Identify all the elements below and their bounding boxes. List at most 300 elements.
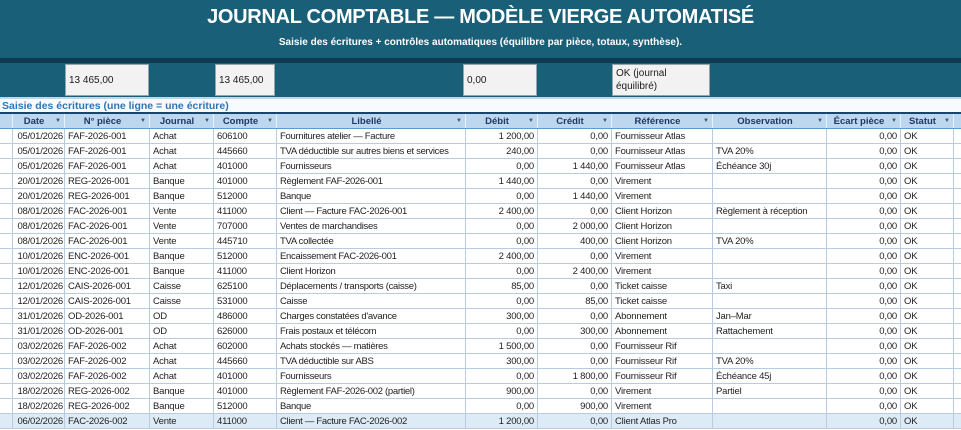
table-row — [0, 129, 961, 144]
cell-compte[interactable]: 602000 — [214, 339, 277, 353]
cell-piece[interactable]: FAF-2026-002 — [65, 339, 150, 353]
cell-date[interactable]: 08/01/2026 — [13, 204, 65, 218]
filter-dropdown-icon[interactable]: ▼ — [204, 118, 210, 124]
column-header-compte[interactable] — [214, 114, 277, 128]
cell-compte[interactable]: 445660 — [214, 354, 277, 368]
filter-dropdown-icon[interactable]: ▼ — [602, 118, 608, 124]
cell-reference[interactable]: Fournisseur Atlas — [612, 144, 713, 158]
cell-journal[interactable]: Vente — [150, 234, 214, 248]
cell-statut[interactable]: OK — [901, 414, 954, 428]
cell-date[interactable]: 03/02/2026 — [13, 339, 65, 353]
cell-compte[interactable]: 411000 — [214, 414, 277, 428]
filter-dropdown-icon[interactable]: ▼ — [528, 118, 534, 124]
cell-reference[interactable]: Client Atlas Pro — [612, 414, 713, 428]
cell-libelle[interactable]: Règlement FAF-2026-002 (partiel) — [277, 384, 466, 398]
cell-credit[interactable]: 1 440,00 — [538, 159, 612, 173]
cell-piece[interactable]: FAF-2026-001 — [65, 144, 150, 158]
row-margin — [0, 414, 13, 428]
cell-credit[interactable]: 0,00 — [538, 354, 612, 368]
cell-piece[interactable]: ENC-2026-001 — [65, 249, 150, 263]
cell-ecart-piece[interactable]: 0,00 — [827, 324, 901, 338]
cell-compte[interactable]: 486000 — [214, 309, 277, 323]
filter-dropdown-icon[interactable]: ▼ — [140, 118, 146, 124]
cell-piece[interactable]: ENC-2026-001 — [65, 264, 150, 278]
cell-piece[interactable]: FAC-2026-001 — [65, 219, 150, 233]
cell-piece[interactable]: FAF-2026-002 — [65, 369, 150, 383]
cell-ecart-piece[interactable]: 0,00 — [827, 354, 901, 368]
cell-compte[interactable]: 445710 — [214, 234, 277, 248]
cell-journal[interactable]: Banque — [150, 399, 214, 413]
cell-debit[interactable]: 0,00 — [466, 399, 538, 413]
cell-statut[interactable]: OK — [901, 189, 954, 203]
column-header-journal[interactable] — [150, 114, 214, 128]
cell-libelle[interactable]: Fournitures atelier — Facture — [277, 129, 466, 143]
cell-journal[interactable]: Caisse — [150, 294, 214, 308]
cell-date[interactable]: 03/02/2026 — [13, 369, 65, 383]
cell-debit[interactable]: 1 200,00 — [466, 129, 538, 143]
cell-journal[interactable]: OD — [150, 324, 214, 338]
cell-piece[interactable]: OD-2026-001 — [65, 309, 150, 323]
cell-debit[interactable]: 1 500,00 — [466, 339, 538, 353]
row-margin — [0, 204, 13, 218]
cell-ecart-piece[interactable]: 0,00 — [827, 174, 901, 188]
cell-piece[interactable]: FAC-2026-002 — [65, 414, 150, 428]
cell-reference[interactable]: Virement — [612, 174, 713, 188]
cell-reference[interactable]: Fournisseur Rif — [612, 369, 713, 383]
cell-statut[interactable]: OK — [901, 339, 954, 353]
cell-libelle[interactable]: Client — Facture FAC-2026-002 — [277, 414, 466, 428]
cell-observation[interactable] — [713, 339, 827, 353]
cell-credit[interactable]: 0,00 — [538, 384, 612, 398]
cell-reference[interactable]: Ticket caisse — [612, 279, 713, 293]
cell-statut[interactable]: OK — [901, 144, 954, 158]
row-margin — [0, 189, 13, 203]
cell-observation[interactable]: Taxi — [713, 279, 827, 293]
cell-debit[interactable]: 2 400,00 — [466, 249, 538, 263]
cell-debit[interactable]: 2 400,00 — [466, 204, 538, 218]
table-row — [0, 384, 961, 399]
table-header — [0, 112, 961, 129]
cell-journal[interactable]: Banque — [150, 249, 214, 263]
cell-libelle[interactable]: Banque — [277, 399, 466, 413]
filter-dropdown-icon[interactable]: ▼ — [703, 118, 709, 124]
column-header-ecart-piece[interactable] — [827, 114, 901, 128]
cell-statut[interactable]: OK — [901, 369, 954, 383]
cell-date[interactable]: 31/01/2026 — [13, 309, 65, 323]
column-label: Libellé — [351, 115, 382, 127]
cell-compte[interactable]: 512000 — [214, 249, 277, 263]
cell-ecart-piece[interactable]: 0,00 — [827, 189, 901, 203]
cell-date[interactable]: 05/01/2026 — [13, 144, 65, 158]
cell-reference[interactable]: Fournisseur Rif — [612, 354, 713, 368]
cell-credit[interactable]: 0,00 — [538, 414, 612, 428]
cell-observation[interactable] — [713, 174, 827, 188]
cell-ecart-piece[interactable]: 0,00 — [827, 204, 901, 218]
cell-journal[interactable]: Achat — [150, 159, 214, 173]
cell-ecart-piece[interactable]: 0,00 — [827, 144, 901, 158]
cell-observation[interactable]: Échéance 45j — [713, 369, 827, 383]
cell-statut[interactable]: OK — [901, 384, 954, 398]
cell-credit[interactable]: 900,00 — [538, 399, 612, 413]
table-row — [0, 354, 961, 369]
column-header-credit[interactable] — [538, 114, 612, 128]
cell-debit[interactable]: 0,00 — [466, 324, 538, 338]
cell-ecart-piece[interactable]: 0,00 — [827, 384, 901, 398]
cell-libelle[interactable]: Caisse — [277, 294, 466, 308]
cell-reference[interactable]: Virement — [612, 189, 713, 203]
cell-credit[interactable]: 1 440,00 — [538, 189, 612, 203]
row-margin — [0, 249, 13, 263]
cell-debit[interactable]: 85,00 — [466, 279, 538, 293]
cell-libelle[interactable]: Ventes de marchandises — [277, 219, 466, 233]
column-header-observation[interactable] — [713, 114, 827, 128]
cell-compte[interactable]: 401000 — [214, 384, 277, 398]
cell-ecart-piece[interactable]: 0,00 — [827, 339, 901, 353]
cell-ecart-piece[interactable]: 0,00 — [827, 414, 901, 428]
cell-debit[interactable]: 1 440,00 — [466, 174, 538, 188]
cell-ecart-piece[interactable]: 0,00 — [827, 279, 901, 293]
cell-statut[interactable]: OK — [901, 399, 954, 413]
table-row — [0, 249, 961, 264]
cell-debit[interactable]: 0,00 — [466, 369, 538, 383]
cell-date[interactable]: 05/01/2026 — [13, 159, 65, 173]
cell-compte[interactable]: 707000 — [214, 219, 277, 233]
cell-libelle[interactable]: Banque — [277, 189, 466, 203]
cell-compte[interactable]: 411000 — [214, 204, 277, 218]
cell-journal[interactable]: Banque — [150, 384, 214, 398]
cell-reference[interactable]: Client Horizon — [612, 219, 713, 233]
table-row — [0, 234, 961, 249]
column-label: Débit — [485, 115, 509, 127]
cell-ecart-piece[interactable]: 0,00 — [827, 294, 901, 308]
cell-piece[interactable]: CAIS-2026-001 — [65, 279, 150, 293]
cell-reference[interactable]: Abonnement — [612, 309, 713, 323]
column-label: N° pièce — [83, 115, 122, 127]
cell-credit[interactable]: 400,00 — [538, 234, 612, 248]
cell-observation[interactable]: Jan–Mar — [713, 309, 827, 323]
cell-debit[interactable]: 0,00 — [466, 234, 538, 248]
cell-credit[interactable]: 0,00 — [538, 309, 612, 323]
cell-statut[interactable]: OK — [901, 234, 954, 248]
cell-statut[interactable]: OK — [901, 159, 954, 173]
cell-piece[interactable]: REG-2026-002 — [65, 399, 150, 413]
cell-statut[interactable]: OK — [901, 129, 954, 143]
column-label: Référence — [634, 115, 681, 127]
cell-libelle[interactable]: Fournisseurs — [277, 159, 466, 173]
cell-date[interactable]: 18/02/2026 — [13, 384, 65, 398]
cell-date[interactable]: 12/01/2026 — [13, 279, 65, 293]
cell-observation[interactable]: TVA 20% — [713, 234, 827, 248]
cell-libelle[interactable]: Charges constatées d'avance — [277, 309, 466, 323]
cell-credit[interactable]: 1 800,00 — [538, 369, 612, 383]
cell-journal[interactable]: OD — [150, 309, 214, 323]
cell-journal[interactable]: Banque — [150, 174, 214, 188]
table-row — [0, 189, 961, 204]
row-margin — [0, 324, 13, 338]
section-title: Saisie des écritures (une ligne = une écriture) — [2, 99, 229, 112]
cell-observation[interactable]: Règlement à réception — [713, 204, 827, 218]
cell-statut[interactable]: OK — [901, 279, 954, 293]
filter-dropdown-icon[interactable]: ▼ — [267, 118, 273, 124]
cell-ecart-piece[interactable]: 0,00 — [827, 234, 901, 248]
cell-observation[interactable]: Partiel — [713, 384, 827, 398]
cell-debit[interactable]: 0,00 — [466, 159, 538, 173]
cell-date[interactable]: 10/01/2026 — [13, 264, 65, 278]
cell-compte[interactable]: 606100 — [214, 129, 277, 143]
cell-ecart-piece[interactable]: 0,00 — [827, 129, 901, 143]
cell-statut[interactable]: OK — [901, 294, 954, 308]
cell-observation[interactable] — [713, 249, 827, 263]
cell-credit[interactable]: 0,00 — [538, 144, 612, 158]
row-margin — [0, 339, 13, 353]
cell-credit[interactable]: 0,00 — [538, 129, 612, 143]
row-margin — [0, 384, 13, 398]
cell-journal[interactable]: Caisse — [150, 279, 214, 293]
cell-compte[interactable]: 512000 — [214, 189, 277, 203]
cell-reference[interactable]: Fournisseur Atlas — [612, 129, 713, 143]
cell-credit[interactable]: 2 000,00 — [538, 219, 612, 233]
cell-debit[interactable]: 0,00 — [466, 189, 538, 203]
cell-journal[interactable]: Achat — [150, 339, 214, 353]
cell-date[interactable]: 18/02/2026 — [13, 399, 65, 413]
row-margin — [0, 369, 13, 383]
cell-debit[interactable]: 0,00 — [466, 264, 538, 278]
cell-libelle[interactable]: TVA déductible sur autres biens et services — [277, 144, 466, 158]
table-body — [0, 129, 961, 429]
cell-piece[interactable]: FAC-2026-001 — [65, 234, 150, 248]
table-row — [0, 294, 961, 309]
page-subtitle: Saisie des écritures + contrôles automatiques (équilibre par pièce, totaux, synthèse). — [278, 37, 683, 48]
totals-band — [0, 63, 961, 97]
cell-reference[interactable]: Abonnement — [612, 324, 713, 338]
cell-compte[interactable]: 512000 — [214, 399, 277, 413]
cell-reference[interactable]: Client Horizon — [612, 234, 713, 248]
cell-credit[interactable]: 0,00 — [538, 279, 612, 293]
cell-piece[interactable]: REG-2026-001 — [65, 174, 150, 188]
row-margin — [0, 174, 13, 188]
row-margin — [0, 399, 13, 413]
cell-date[interactable]: 31/01/2026 — [13, 324, 65, 338]
column-label: Date — [23, 115, 45, 127]
table-row — [0, 309, 961, 324]
cell-journal[interactable]: Achat — [150, 144, 214, 158]
cell-piece[interactable]: FAF-2026-002 — [65, 354, 150, 368]
cell-date[interactable]: 06/02/2026 — [13, 414, 65, 428]
cell-ecart-piece[interactable]: 0,00 — [827, 219, 901, 233]
cell-observation[interactable] — [713, 129, 827, 143]
cell-reference[interactable]: Fournisseur Atlas — [612, 159, 713, 173]
column-header-piece[interactable] — [65, 114, 150, 128]
cell-journal[interactable]: Achat — [150, 369, 214, 383]
cell-libelle[interactable]: Encaissement FAC-2026-001 — [277, 249, 466, 263]
column-label: Compte — [222, 115, 259, 127]
cell-credit[interactable]: 300,00 — [538, 324, 612, 338]
cell-observation[interactable]: TVA 20% — [713, 144, 827, 158]
cell-ecart-piece[interactable]: 0,00 — [827, 399, 901, 413]
table-row — [0, 219, 961, 234]
cell-observation[interactable]: Rattachement — [713, 324, 827, 338]
total-ecart-cell[interactable]: 0,00 — [463, 64, 537, 96]
cell-statut[interactable]: OK — [901, 204, 954, 218]
cell-libelle[interactable]: Règlement FAF-2026-001 — [277, 174, 466, 188]
cell-reference[interactable]: Virement — [612, 384, 713, 398]
column-label: Écart pièce — [833, 115, 885, 127]
row-margin — [0, 354, 13, 368]
cell-reference[interactable]: Virement — [612, 399, 713, 413]
cell-ecart-piece[interactable]: 0,00 — [827, 264, 901, 278]
table-row — [0, 414, 961, 429]
cell-credit[interactable]: 0,00 — [538, 174, 612, 188]
cell-libelle[interactable]: Frais postaux et télécom — [277, 324, 466, 338]
row-margin — [0, 234, 13, 248]
cell-date[interactable]: 20/01/2026 — [13, 189, 65, 203]
row-margin — [0, 219, 13, 233]
row-margin — [0, 159, 13, 173]
cell-piece[interactable]: REG-2026-002 — [65, 384, 150, 398]
cell-libelle[interactable]: Fournisseurs — [277, 369, 466, 383]
cell-observation[interactable] — [713, 399, 827, 413]
cell-journal[interactable]: Achat — [150, 129, 214, 143]
table-row — [0, 204, 961, 219]
column-header-statut[interactable] — [901, 114, 954, 128]
row-margin — [0, 294, 13, 308]
cell-observation[interactable] — [713, 294, 827, 308]
cell-debit[interactable]: 0,00 — [466, 294, 538, 308]
cell-reference[interactable]: Virement — [612, 249, 713, 263]
cell-date[interactable]: 05/01/2026 — [13, 129, 65, 143]
cell-observation[interactable]: Échéance 30j — [713, 159, 827, 173]
cell-compte[interactable]: 411000 — [214, 264, 277, 278]
cell-compte[interactable]: 401000 — [214, 159, 277, 173]
cell-reference[interactable]: Client Horizon — [612, 204, 713, 218]
cell-libelle[interactable]: TVA collectée — [277, 234, 466, 248]
cell-observation[interactable] — [713, 189, 827, 203]
cell-journal[interactable]: Vente — [150, 414, 214, 428]
table-row — [0, 279, 961, 294]
cell-piece[interactable]: CAIS-2026-001 — [65, 294, 150, 308]
cell-debit[interactable]: 0,00 — [466, 219, 538, 233]
cell-observation[interactable] — [713, 219, 827, 233]
filter-dropdown-icon[interactable]: ▼ — [55, 118, 61, 124]
cell-journal[interactable]: Vente — [150, 219, 214, 233]
cell-compte[interactable]: 531000 — [214, 294, 277, 308]
cell-observation[interactable]: TVA 20% — [713, 354, 827, 368]
cell-statut[interactable]: OK — [901, 219, 954, 233]
cell-debit[interactable]: 900,00 — [466, 384, 538, 398]
table-row — [0, 174, 961, 189]
cell-reference[interactable]: Ticket caisse — [612, 294, 713, 308]
cell-ecart-piece[interactable]: 0,00 — [827, 159, 901, 173]
cell-reference[interactable]: Fournisseur Rif — [612, 339, 713, 353]
total-debit-cell[interactable]: 13 465,00 — [65, 64, 149, 96]
cell-libelle[interactable]: Client Horizon — [277, 264, 466, 278]
cell-debit[interactable]: 1 200,00 — [466, 414, 538, 428]
cell-credit[interactable]: 0,00 — [538, 339, 612, 353]
column-header-debit[interactable] — [466, 114, 538, 128]
cell-date[interactable]: 03/02/2026 — [13, 354, 65, 368]
cell-date[interactable]: 10/01/2026 — [13, 249, 65, 263]
section-header — [0, 97, 961, 112]
cell-compte[interactable]: 625100 — [214, 279, 277, 293]
cell-statut[interactable]: OK — [901, 324, 954, 338]
cell-journal[interactable]: Banque — [150, 264, 214, 278]
cell-ecart-piece[interactable]: 0,00 — [827, 249, 901, 263]
filter-dropdown-icon[interactable]: ▼ — [944, 118, 950, 124]
cell-piece[interactable]: FAC-2026-001 — [65, 204, 150, 218]
cell-statut[interactable]: OK — [901, 309, 954, 323]
cell-statut[interactable]: OK — [901, 354, 954, 368]
cell-libelle[interactable]: Achats stockés — matières — [277, 339, 466, 353]
cell-reference[interactable]: Virement — [612, 264, 713, 278]
cell-credit[interactable]: 0,00 — [538, 249, 612, 263]
cell-debit[interactable]: 300,00 — [466, 354, 538, 368]
filter-dropdown-icon[interactable]: ▼ — [891, 118, 897, 124]
cell-compte[interactable]: 445660 — [214, 144, 277, 158]
cell-credit[interactable]: 2 400,00 — [538, 264, 612, 278]
cell-compte[interactable]: 626000 — [214, 324, 277, 338]
header-margin — [0, 114, 13, 128]
cell-debit[interactable]: 300,00 — [466, 309, 538, 323]
cell-compte[interactable]: 401000 — [214, 174, 277, 188]
column-header-reference[interactable] — [612, 114, 713, 128]
cell-date[interactable]: 08/01/2026 — [13, 219, 65, 233]
cell-debit[interactable]: 240,00 — [466, 144, 538, 158]
cell-libelle[interactable]: Déplacements / transports (caisse) — [277, 279, 466, 293]
cell-libelle[interactable]: Client — Facture FAC-2026-001 — [277, 204, 466, 218]
column-label: Statut — [909, 115, 936, 127]
cell-ecart-piece[interactable]: 0,00 — [827, 369, 901, 383]
cell-journal[interactable]: Achat — [150, 354, 214, 368]
row-margin — [0, 264, 13, 278]
table-row — [0, 264, 961, 279]
table-row — [0, 159, 961, 174]
cell-piece[interactable]: OD-2026-001 — [65, 324, 150, 338]
cell-statut[interactable]: OK — [901, 264, 954, 278]
cell-observation[interactable] — [713, 414, 827, 428]
cell-piece[interactable]: FAF-2026-001 — [65, 159, 150, 173]
row-margin — [0, 144, 13, 158]
header-filler — [954, 114, 961, 128]
cell-credit[interactable]: 0,00 — [538, 204, 612, 218]
cell-journal[interactable]: Vente — [150, 204, 214, 218]
cell-statut[interactable]: OK — [901, 249, 954, 263]
cell-observation[interactable] — [713, 264, 827, 278]
cell-credit[interactable]: 85,00 — [538, 294, 612, 308]
banner — [0, 0, 961, 58]
table-row — [0, 339, 961, 354]
cell-journal[interactable]: Banque — [150, 189, 214, 203]
cell-ecart-piece[interactable]: 0,00 — [827, 309, 901, 323]
cell-statut[interactable]: OK — [901, 174, 954, 188]
filter-dropdown-icon[interactable]: ▼ — [817, 118, 823, 124]
row-margin — [0, 129, 13, 143]
row-margin — [0, 279, 13, 293]
cell-piece[interactable]: REG-2026-001 — [65, 189, 150, 203]
filter-dropdown-icon[interactable]: ▼ — [456, 118, 462, 124]
column-header-libelle[interactable] — [277, 114, 466, 128]
column-header-date[interactable] — [13, 114, 65, 128]
cell-compte[interactable]: 401000 — [214, 369, 277, 383]
row-margin — [0, 309, 13, 323]
table-row — [0, 369, 961, 384]
journal-status-cell[interactable]: OK (journal équilibré) — [612, 64, 710, 96]
cell-libelle[interactable]: TVA déductible sur ABS — [277, 354, 466, 368]
cell-date[interactable]: 08/01/2026 — [13, 234, 65, 248]
cell-date[interactable]: 20/01/2026 — [13, 174, 65, 188]
total-credit-cell[interactable]: 13 465,00 — [215, 64, 275, 96]
cell-piece[interactable]: FAF-2026-001 — [65, 129, 150, 143]
cell-date[interactable]: 12/01/2026 — [13, 294, 65, 308]
